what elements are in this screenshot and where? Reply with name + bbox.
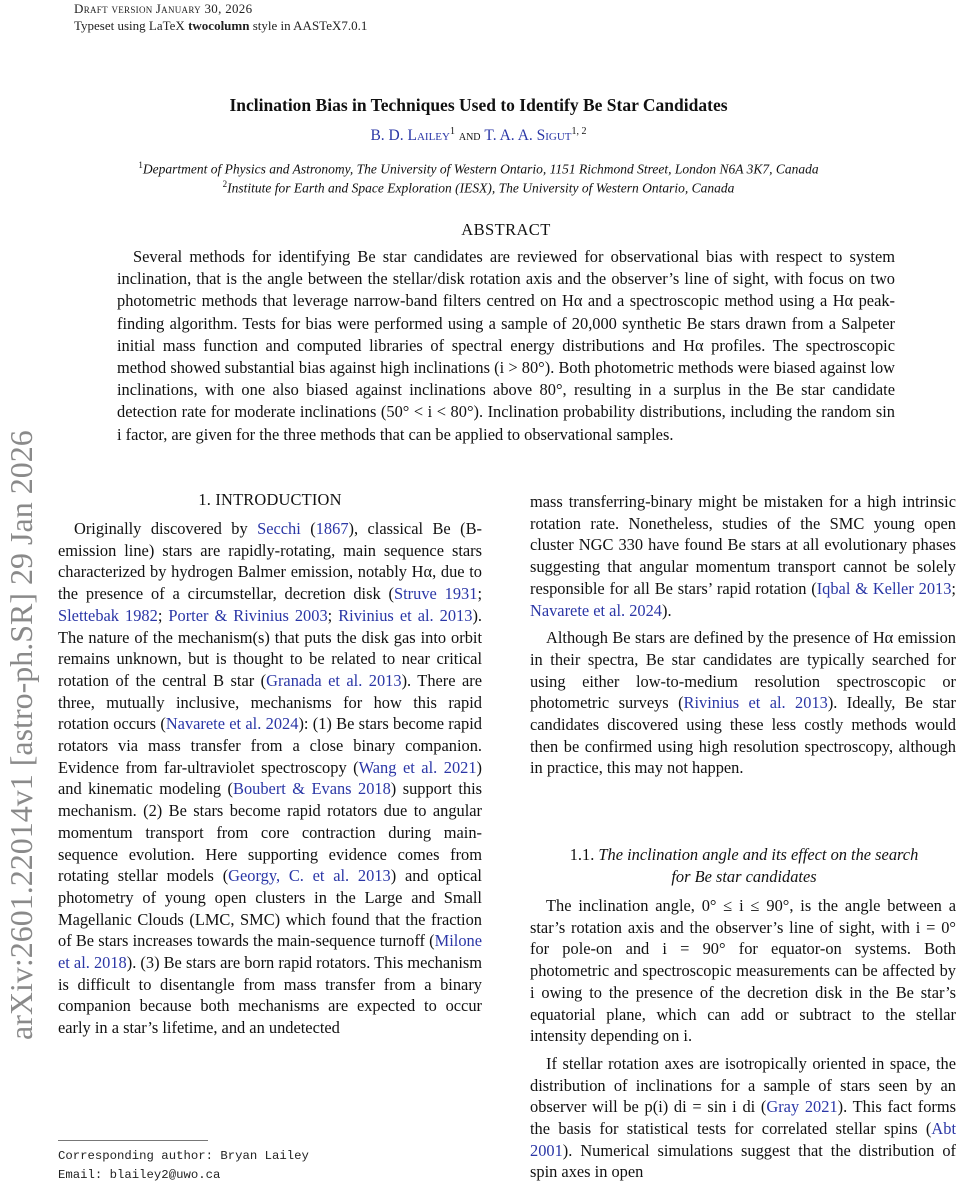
- citation-link[interactable]: Granada et al. 2013: [266, 670, 402, 690]
- citation-link[interactable]: Rivinius et al. 2013: [338, 605, 473, 625]
- intro-paragraph: Originally discovered by Secchi (1867), classical Be (B-emission line) stars are rapidly-rotating, main sequence stars characterized by hydrogen Balmer emission, notably Hα, due to the presence of a circumstellar, decretion disk (Struve 1931; Slettebak 1982; Porter & Rivinius 2003; Rivinius et al. 2013). The nature of the mechanism(s) that puts the disk gas into orbit remains unknown, but is thought to be related to near critical rotation of the central B star (Granada et al. 2013). There are three, mutually inclusive, mechanisms for how this rapid rotation occurs (Navarete et al. 2024): (1) Be stars become rapid rotators via mass transfer from a close binary companion. Evidence from far-ultraviolet spectroscopy (Wang et al. 2021) and kinematic modeling (Boubert & Evans 2018) support this mechanism. (2) Be stars become rapid rotators due to angular momentum transport from core contraction during main-sequence evolution. Here supporting evidence comes from rotating stellar models (Georgy, C. et al. 2013) and optical photometry of young open clusters in the Large and Small Magellanic Clouds (LMC, SMC) which found that the fraction of Be stars increases towards the main-sequence turnoff (Milone et al. 2018). (3) Be stars are born rapid rotators. This mechanism is difficult to disentangle from mass transfer from a binary companion because both mechanisms are expected to occur early in a star’s lifetime, and an undetected: [58, 519, 483, 1038]
- author-email[interactable]: Email: blailey2@uwo.ca: [58, 1168, 221, 1182]
- running-header: [74, 0, 367, 34]
- citation-link[interactable]: Gray 2021: [766, 1097, 838, 1117]
- affiliation-2: $^2$Institute for Earth and Space Exploration (IESX), The University of Western Ontario, Canada: [222, 179, 735, 196]
- subsection-heading: 1.1. The inclination angle and its effect on the search for Be star candidates: [569, 845, 919, 886]
- paragraph-continued: mass transferring-binary might be mistaken for a high intrinsic rotation rate. Nonetheless, studies of the SMC young open cluster NGC 330 have found Be stars at all evolutionary phases suggesting that angular momentum transport cannot be solely responsible for all Be stars’ rapid rotation (Iqbal & Keller 2013; Navarete et al. 2024).: [530, 492, 956, 620]
- paragraph-inclination: The inclination angle, 0° ≤ i ≤ 90°, is the angle between a star’s rotation axis and the observer’s line of sight, with i = 0° for pole-on and i = 90° for equator-on systems. Both photometric and spectroscopic measurements can be affected by i owing to the presence of the decretion disk in the Be star’s equatorial plane, which can add or subtract to the stellar intensity depending on i.: [530, 896, 956, 1046]
- section-heading-introduction: 1. INTRODUCTION: [198, 490, 342, 509]
- citation-link[interactable]: Navarete et al. 2024: [165, 714, 299, 734]
- citation-link[interactable]: Secchi: [257, 519, 301, 538]
- citation-link[interactable]: Rivinius et al. 2013: [683, 693, 828, 713]
- citation-link[interactable]: Milone et al. 2018: [58, 931, 482, 973]
- citation-link[interactable]: Boubert & Evans 2018: [233, 779, 391, 799]
- citation-link[interactable]: Navarete et al. 2024: [530, 600, 662, 620]
- paragraph-isotropic: If stellar rotation axes are isotropically oriented in space, the distribution of inclinations for a sample of stars seen by an observer will be p(i) di = sin i di (Gray 2021). This fact forms the basis for statistical tests for correlated stellar spins (Abt 2001). Numerical simulations suggest that the distribution of spin axes in open: [530, 1053, 956, 1182]
- right-column-bottom: [530, 895, 956, 1183]
- author-sigut[interactable]: T. A. A. Sigut: [484, 127, 572, 145]
- left-column: [58, 518, 482, 1039]
- citation-link[interactable]: Wang et al. 2021: [358, 757, 477, 777]
- draft-line: Draft version January 30, 2026: [74, 1, 253, 16]
- abstract-heading: ABSTRACT: [461, 220, 551, 239]
- citation-link[interactable]: Iqbal & Keller 2013: [816, 578, 952, 598]
- footnote-rule: [58, 1140, 208, 1141]
- author-lailey[interactable]: B. D. Lailey: [370, 127, 450, 145]
- citation-link[interactable]: Georgy, C. et al. 2013: [228, 866, 391, 886]
- citation-link[interactable]: Abt 2001: [530, 1119, 956, 1160]
- corresponding-author: Corresponding author: Bryan Lailey: [58, 1149, 309, 1163]
- affiliation-1: $^1$Department of Physics and Astronomy, The University of Western Ontario, 1151 Richmond Street, London N6A 3K7, Canada: [138, 160, 819, 177]
- citation-link[interactable]: Slettebak 1982: [58, 605, 158, 625]
- right-column-top: [530, 491, 956, 779]
- paper-title: Inclination Bias in Techniques Used to Identify Be Star Candidates: [229, 95, 728, 115]
- citation-link[interactable]: Struve 1931: [394, 584, 478, 604]
- abstract-text: Several methods for identifying Be star candidates are reviewed for observational bias with respect to system inclination, that is the angle between the stellar/disk rotation axis and the observer’s line of sight, with focus on two photometric methods that leverage narrow-band filters centred on Hα and a spectroscopic method using a Hα peak-finding algorithm. Tests for bias were performed using a sample of 20,000 synthetic Be stars drawn from a Salpeter initial mass function and computed libraries of spectral energy distributions and Hα profiles. The spectroscopic method showed substantial bias against high inclinations (i > 80°). Both photometric methods were biased against low inclinations, with one also biased against inclinations above 80°, resulting in a surplus in the Be star candidate detection rate for moderate inclinations (50° < i < 80°). Inclination probability distributions, including the random sin i factor, are given for the three methods that can be applied to observational samples.: [117, 247, 895, 444]
- citation-link[interactable]: 1867: [315, 519, 349, 538]
- arxiv-stamp: arXiv:2601.22014v1 [astro-ph.SR] 29 Jan 2026: [3, 430, 39, 1040]
- citation-link[interactable]: Porter & Rivinius 2003: [168, 605, 328, 625]
- paragraph-be-candidates: Although Be stars are defined by the presence of Hα emission in their spectra, Be star candidates are typically searched for using either low-to-medium resolution spectroscopic or photometric surveys (Rivinius et al. 2013). Ideally, Be star candidates discovered using these less costly methods would then be confirmed using high resolution spectroscopy, although in practice, this may not happen.: [530, 628, 957, 778]
- author-line: B. D. Lailey$^1$ and T. A. A. Sigut$^{1, 2}$: [370, 126, 587, 145]
- typeset-line: Typeset using LaTeX twocolumn style in AASTeX7.0.1: [74, 18, 368, 33]
